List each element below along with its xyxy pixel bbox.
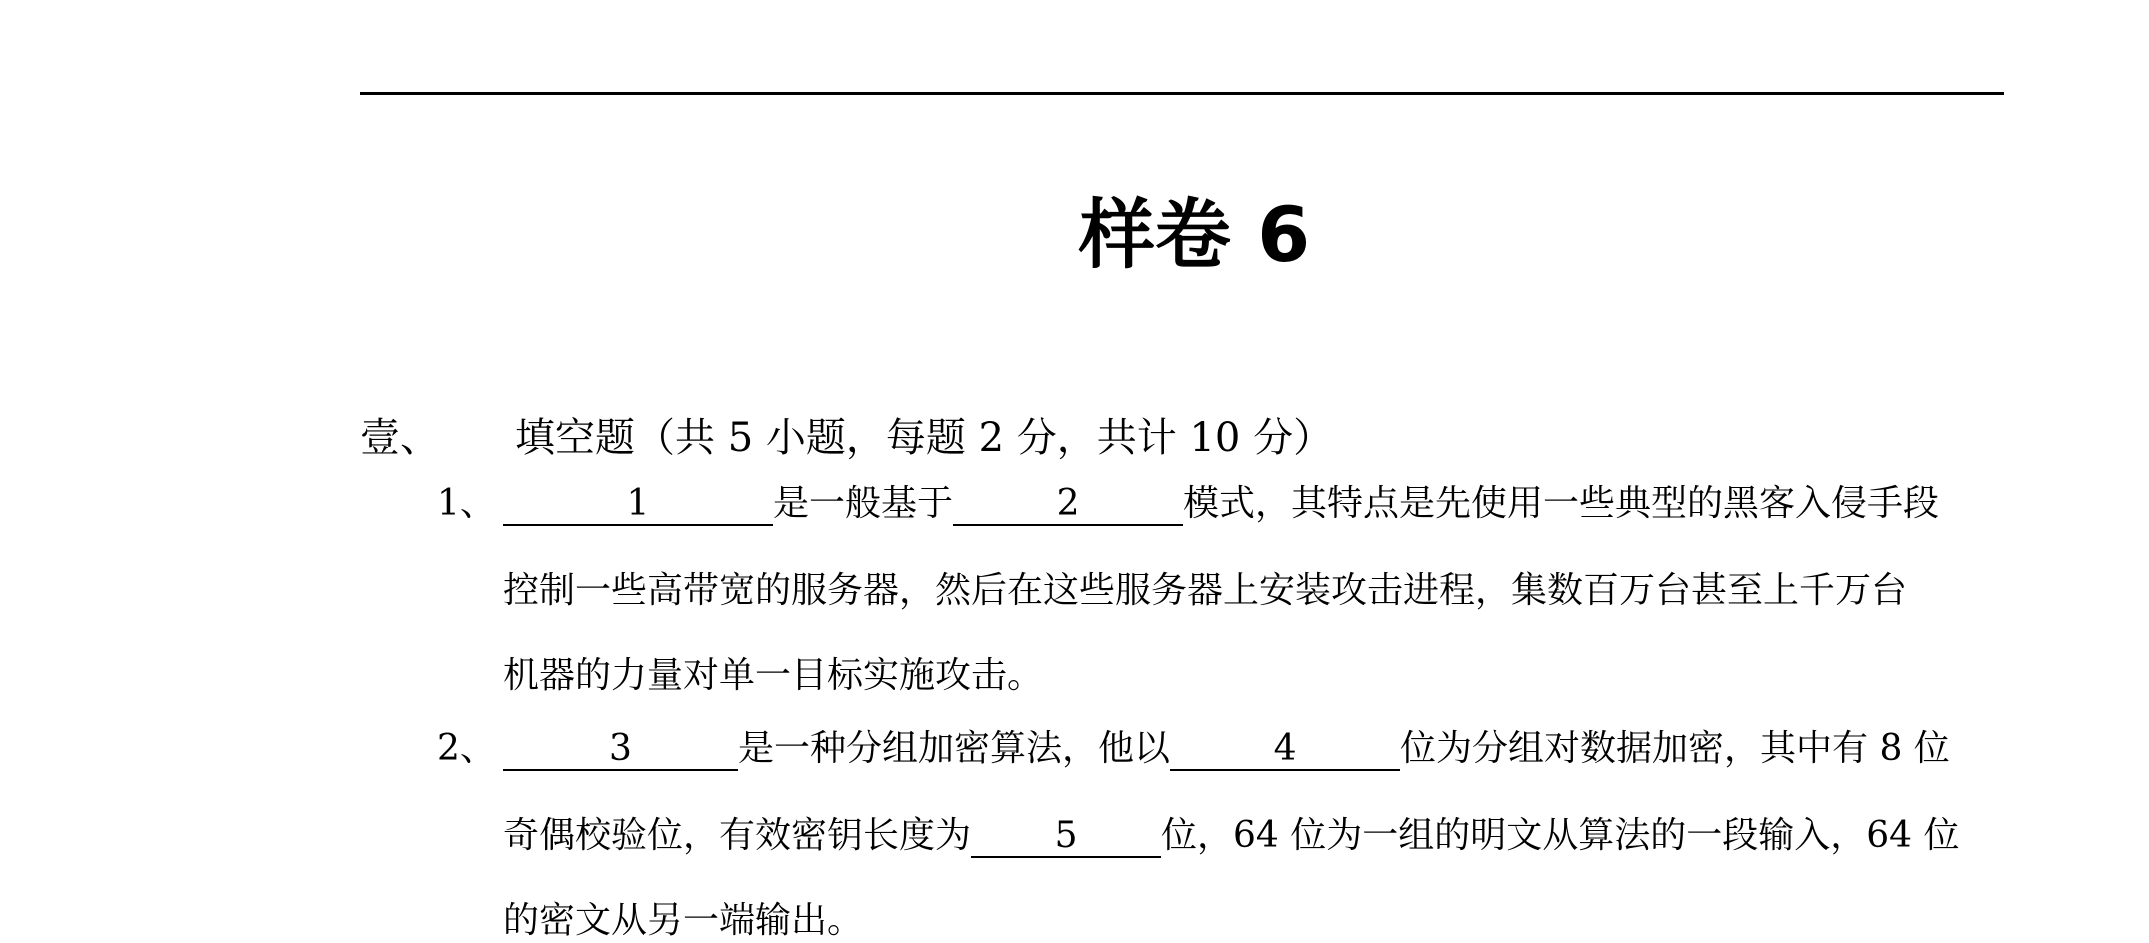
question-2-index: 2、 — [437, 728, 496, 769]
question-1-text-a: 是一般基于 — [773, 483, 954, 524]
question-2-text-b: 位为分组对数据加密，其中有 8 位 — [1400, 728, 1950, 769]
question-2-line-1 — [503, 720, 1950, 771]
section-number: 壹、 — [360, 415, 440, 461]
blank-2: 2 — [953, 484, 1183, 526]
question-2-line-2 — [503, 807, 1960, 858]
blank-3: 3 — [503, 729, 738, 771]
question-2-text-d: 位，64 位为一组的明文从算法的一段输入，64 位 — [1161, 815, 1960, 856]
blank-4: 4 — [1170, 729, 1400, 771]
blank-5: 5 — [971, 816, 1161, 858]
question-1-line-3: 机器的力量对单一目标实施攻击。 — [503, 655, 1044, 696]
question-1-text-b: 模式，其特点是先使用一些典型的黑客入侵手段 — [1183, 483, 1940, 524]
section-heading — [360, 410, 1333, 466]
question-2-text-a: 是一种分组加密算法，他以 — [738, 728, 1171, 769]
question-2-line-3: 的密文从另一端输出。 — [503, 900, 864, 941]
blank-1: 1 — [503, 484, 773, 526]
question-1-index: 1、 — [437, 483, 496, 524]
header-rule — [360, 92, 2004, 95]
question-1-line-2: 控制一些高带宽的服务器，然后在这些服务器上安装攻击进程，集数百万台甚至上千万台 — [503, 570, 1908, 611]
page-title: 样卷 6 — [1078, 190, 1311, 279]
section-title: 填空题（共 5 小题，每题 2 分，共计 10 分） — [515, 415, 1334, 461]
question-1-line-1 — [503, 475, 1939, 526]
question-2-text-c: 奇偶校验位，有效密钥长度为 — [503, 815, 972, 856]
